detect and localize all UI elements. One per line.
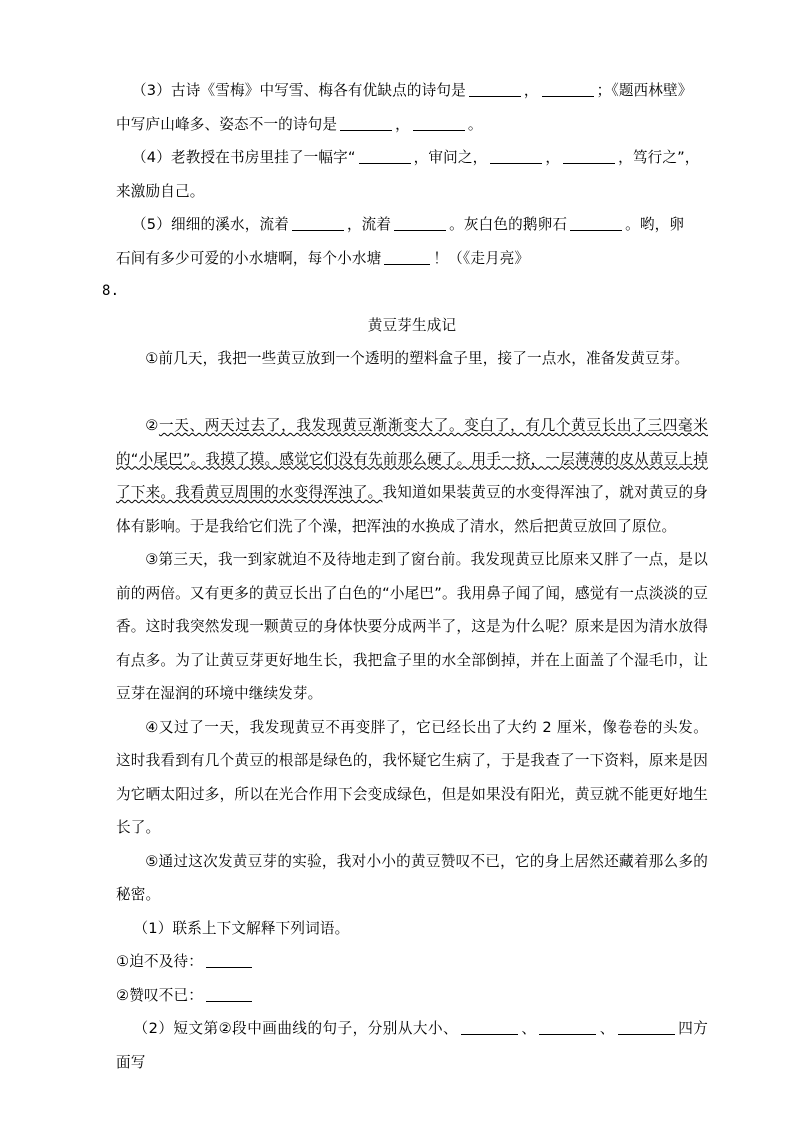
answer-blank[interactable] <box>340 116 392 131</box>
fill-blank-item-3 <box>116 74 708 141</box>
item-4-text-e: 来激励自己。 <box>116 182 205 200</box>
item-5-marker: （5） <box>132 216 171 233</box>
answer-blank[interactable] <box>542 82 594 97</box>
answer-blank[interactable] <box>359 149 411 164</box>
sub-question-2-text-a: 短文第②段中画曲线的句子，分别从大小、 <box>173 1020 459 1037</box>
answer-blank[interactable] <box>206 987 252 1002</box>
sub-question-2-marker: （2） <box>133 1020 174 1037</box>
paragraph-4-marker: ④ <box>145 718 159 736</box>
answer-blank[interactable] <box>292 216 344 231</box>
vocab-item-1-marker: ① <box>116 953 130 970</box>
sub-question-2-text-d: 四方面写 <box>116 1020 709 1071</box>
item-3-text-b: ， <box>523 82 539 99</box>
sub-question-1 <box>116 912 708 946</box>
document-body <box>102 74 709 1079</box>
paragraph-4-text: 又过了一天，我发现黄豆不再变胖了，它已经长出了大约 2 厘米，像卷卷的头发。这时我看到有几个黄豆的根部是绿色的，我怀疑它生病了，于是我查了一下资料，原来是因为它晒太阳过多，所以在光合作用下会变成绿色，但是如果没有阳光，黄豆就不能更好地生长了。 <box>116 718 708 836</box>
item-5-text-a: 细细的溪水，流着 <box>170 216 289 233</box>
item-5-text-f: ！（《走月亮》 <box>433 249 530 267</box>
paragraph-1-text: 前几天，我把一些黄豆放到一个透明的塑料盒子里，接了一点水，准备发黄豆芽。 <box>158 350 690 367</box>
vocab-item-2-text: 赞叹不已： <box>129 986 203 1004</box>
article-paragraph-1 <box>116 342 708 376</box>
paragraph-gap <box>116 376 708 410</box>
sub-question-1-marker: （1） <box>133 919 173 937</box>
answer-blank[interactable] <box>539 1020 596 1035</box>
answer-blank[interactable] <box>413 116 465 131</box>
sub-question-2 <box>116 1012 708 1079</box>
paragraph-3-marker: ③ <box>145 551 159 568</box>
item-3-text-e: ， <box>395 115 410 133</box>
paragraph-5-text: 通过这次发黄豆芽的实验，我对小小的黄豆赞叹不已，它的身上居然还藏着那么多的秘密。 <box>116 852 708 903</box>
article-paragraph-5 <box>116 845 708 912</box>
item-5-text-b: ，流着 <box>346 216 392 233</box>
item-3-marker: （3） <box>132 82 171 99</box>
fill-blank-item-4-line-1 <box>116 141 708 175</box>
fill-blank-item-5-line-1 <box>116 208 708 242</box>
paragraph-2-wavy-underlined-sentence: 一天、两天过去了，我发现黄豆渐渐变大了。变白了，有几个黄豆长出了三四毫米的“小尾巴”。我摸了摸。感觉它们没有先前那么硬了。用手一挤，一层薄薄的皮从黄豆上掉了下来。我看黄豆周围的水变得浑浊了。 <box>116 417 709 501</box>
fill-blank-item-5-line-2 <box>116 242 708 276</box>
answer-blank[interactable] <box>461 1020 518 1035</box>
sub-question-1-text: 联系上下文解释下列词语。 <box>172 919 350 937</box>
item-5-text-e: 石间有多少可爱的小水塘啊，每个小水塘 <box>116 249 382 267</box>
article-paragraph-3 <box>116 543 708 711</box>
fill-blank-item-4-line-2 <box>116 175 708 209</box>
answer-blank[interactable] <box>469 82 521 97</box>
paragraph-2-text: 我知道如果装黄豆的水变得浑浊了，就对黄豆的身体有影响。于是我给它们洗了个澡，把浑浊的水换成了清水，然后把黄豆放回了原位。 <box>116 484 708 535</box>
item-4-marker: （4） <box>132 149 171 166</box>
question-8-number: 8. <box>102 283 120 299</box>
article-paragraph-2 <box>116 409 708 543</box>
item-4-text-d: ，笃行之”， <box>618 149 700 166</box>
fill-blank-item-4 <box>116 141 708 208</box>
sub-question-2-text-c: 、 <box>599 1020 615 1037</box>
fill-blank-item-5 <box>116 208 708 275</box>
item-3-text-d: 中写庐山峰多、姿态不一的诗句是 <box>116 115 338 133</box>
item-4-text-a: 老教授在书房里挂了一幅字“ <box>170 149 356 166</box>
item-3-text-c: ；《题西林壁》 <box>596 82 693 99</box>
sub-question-1-item-1 <box>116 945 708 979</box>
answer-blank[interactable] <box>490 149 542 164</box>
article-paragraph-4 <box>116 711 708 845</box>
fill-blank-item-3-line-2 <box>116 108 708 142</box>
item-3-text-a: 古诗《雪梅》中写雪、梅各有优缺点的诗句是 <box>170 82 466 99</box>
item-3-text-f: 。 <box>467 115 483 133</box>
sub-question-1-item-2 <box>116 979 708 1013</box>
answer-blank[interactable] <box>394 216 446 231</box>
item-5-text-d: 。哟，卵 <box>625 216 685 233</box>
item-4-text-b: ，审问之， <box>413 149 488 166</box>
article-title: 黄豆芽生成记 <box>367 316 457 334</box>
sub-question-2-text-b: 、 <box>521 1020 537 1037</box>
answer-blank[interactable] <box>570 216 622 231</box>
item-5-text-c: 。灰白色的鹅卵石 <box>449 216 568 233</box>
answer-blank[interactable] <box>206 953 252 968</box>
vocab-item-2-marker: ② <box>116 986 130 1004</box>
answer-blank[interactable] <box>618 1020 675 1035</box>
paragraph-1-marker: ① <box>145 350 159 367</box>
answer-blank[interactable] <box>384 250 430 265</box>
paragraph-3-text: 第三天，我一到家就迫不及待地走到了窗台前。我发现黄豆比原来又胖了一点，是以前的两倍。又有更多的黄豆长出了白色的“小尾巴”。我用鼻子闻了闻，感觉有一点淡淡的豆香。这时我突然发现一颗黄豆的身体快要分成两半了，这是为什么呢？原来是因为清水放得有点多。为了让黄豆芽更好地生长，我把盒子里的水全部倒掉，并在上面盖了个湿毛巾，让豆芽在湿润的环境中继续发芽。 <box>116 551 708 702</box>
paragraph-5-marker: ⑤ <box>145 852 159 870</box>
fill-blank-item-3-line-1 <box>116 74 708 108</box>
answer-blank[interactable] <box>563 149 615 164</box>
vocab-item-1-text: 迫不及待： <box>129 953 203 970</box>
paragraph-2-marker: ② <box>145 417 159 434</box>
item-4-text-c: ， <box>545 149 561 166</box>
